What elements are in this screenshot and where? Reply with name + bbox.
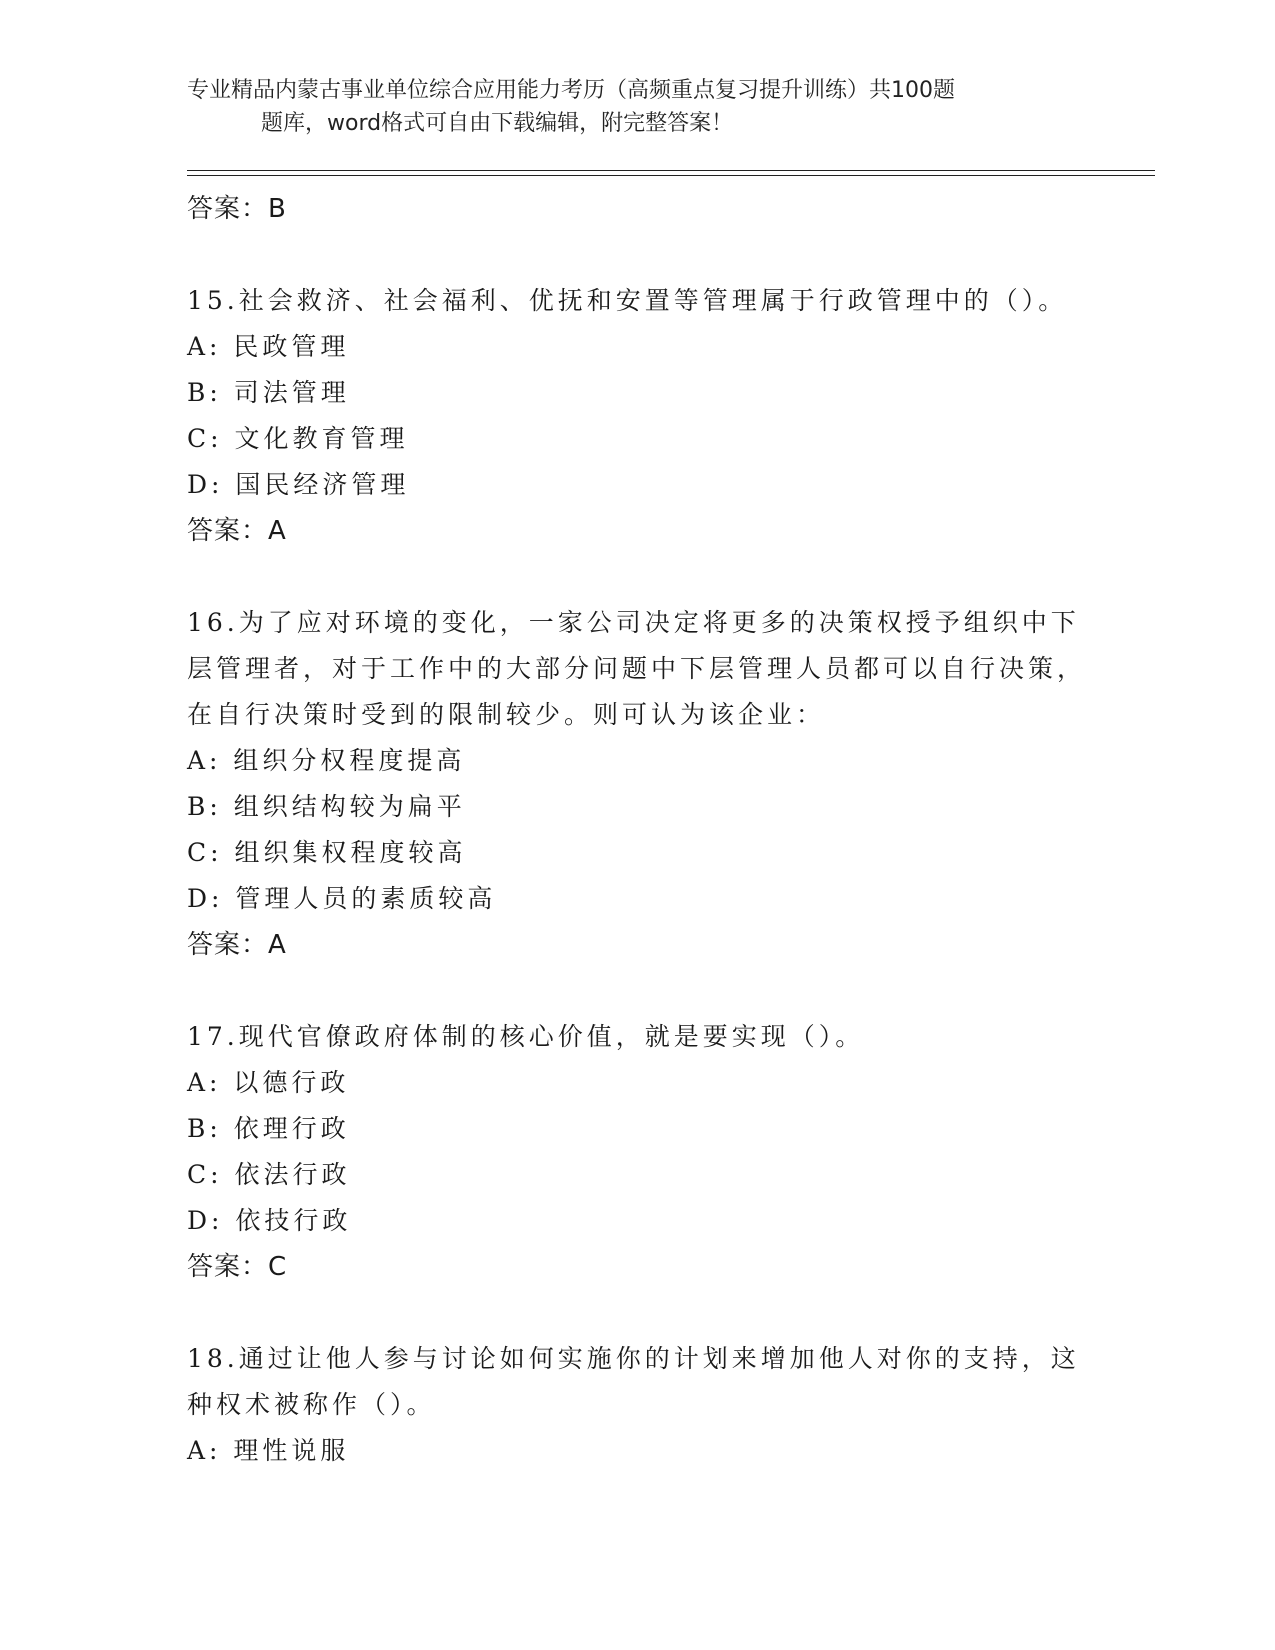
option-b: B: 依理行政 [187,1114,350,1143]
option-c: C: 依法行政 [187,1160,351,1189]
option-d: D: 国民经济管理 [187,470,410,499]
option-b: B: 司法管理 [187,378,350,407]
option-b: B: 组织结构较为扁平 [187,792,466,821]
header-rule-top [187,170,1155,171]
option-d: D: 管理人员的素质较高 [187,884,497,913]
option-c: C: 文化教育管理 [187,424,409,453]
answer-line: 答案：A [187,516,287,546]
document-header [187,74,1067,140]
question-stem: 15.社会救济、社会福利、优抚和安置等管理属于行政管理中的（）。 [187,286,1068,315]
option-a: A: 组织分权程度提高 [187,746,466,775]
option-a: A: 以德行政 [187,1068,350,1097]
answer-line: 答案：C [187,1252,288,1282]
question-stem: 18.通过让他人参与讨论如何实施你的计划来增加他人对你的支持，这种权术被称作（）。 [187,1344,1080,1419]
question-block [187,1014,1087,1290]
option-a: A: 理性说服 [187,1436,350,1465]
option-c: C: 组织集权程度较高 [187,838,467,867]
answer-line: 答案：A [187,930,287,960]
header-title-line-2: 题库，word格式可自由下载编辑，附完整答案！ [261,111,734,136]
question-stem: 16.为了应对环境的变化，一家公司决定将更多的决策权授予组织中下层管理者，对于工作中的大部分问题中下层管理人员都可以自行决策，在自行决策时受到的限制较少。则可认为该企业： [187,608,1087,729]
document-body [187,186,1087,1474]
question-block [187,278,1087,554]
header-title-line-1: 专业精品内蒙古事业单位综合应用能力考历（高频重点复习提升训练）共100题 [187,78,955,103]
question-block [187,600,1087,968]
header-rule-bottom [187,175,1155,176]
option-a: A: 民政管理 [187,332,350,361]
option-d: D: 依技行政 [187,1206,352,1235]
question-block [187,1336,1087,1474]
answer-line: 答案：B [187,194,287,224]
question-stem: 17.现代官僚政府体制的核心价值，就是要实现（）。 [187,1022,865,1051]
